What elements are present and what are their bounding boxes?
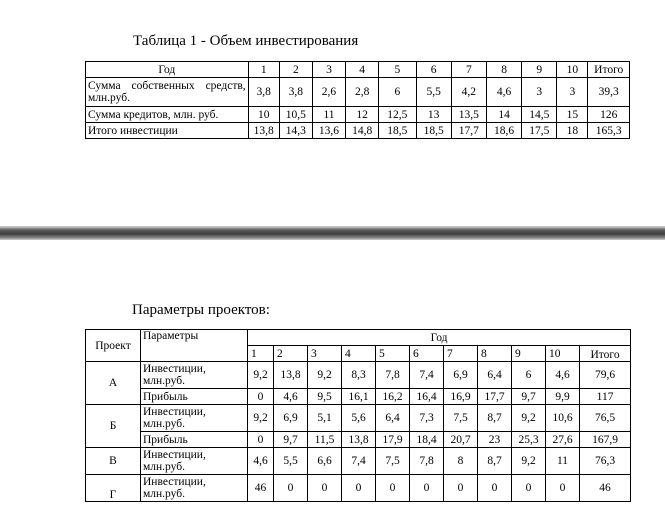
row-label: Сумма кредитов, млн. руб. — [86, 107, 249, 123]
table-cell: 18,6 — [486, 123, 521, 139]
table-cell: 0 — [546, 475, 580, 502]
year-cell: 1 — [248, 346, 274, 362]
table-cell: 6 — [379, 78, 416, 107]
header-cell: 1 — [248, 62, 279, 78]
table-cell: 10 — [248, 107, 279, 123]
header-cell: 9 — [522, 62, 557, 78]
table-cell: 17,5 — [522, 123, 557, 139]
table-cell: 46 — [248, 475, 274, 502]
table-cell: 10,6 — [546, 405, 580, 432]
table-cell: 8 — [444, 448, 478, 475]
header-year: Год — [248, 330, 631, 346]
header-project: Проект — [86, 330, 141, 362]
table-row — [86, 432, 631, 448]
table-cell: 6,6 — [308, 448, 342, 475]
year-cell: 6 — [410, 346, 444, 362]
header-cell: 8 — [486, 62, 521, 78]
table-cell: 3 — [557, 78, 588, 107]
table-cell: 5,5 — [274, 448, 308, 475]
table-cell: 2,8 — [346, 78, 379, 107]
table-cell: 7,4 — [342, 448, 376, 475]
header-cell: 10 — [557, 62, 588, 78]
table-cell: 4,2 — [451, 78, 486, 107]
table-cell: 4,6 — [248, 448, 274, 475]
table-cell: 9,2 — [248, 362, 274, 389]
table-cell: 6,4 — [376, 405, 410, 432]
table-cell: 117 — [580, 389, 631, 405]
param-label: Инвестиции, млн.руб. — [141, 405, 248, 432]
table-cell: 39,3 — [588, 78, 630, 107]
table-row — [86, 78, 630, 107]
project-name: А — [86, 362, 141, 405]
table-cell: 126 — [588, 107, 630, 123]
table-cell: 0 — [444, 475, 478, 502]
table-cell: 8,3 — [342, 362, 376, 389]
table-cell: 13,6 — [312, 123, 345, 139]
param-label: Прибыль — [141, 432, 248, 448]
table-cell: 2,6 — [312, 78, 345, 107]
table-cell: 11 — [312, 107, 345, 123]
table-cell: 15 — [557, 107, 588, 123]
table-cell: 46 — [580, 475, 631, 502]
header-cell: 2 — [279, 62, 312, 78]
table-cell: 3,8 — [248, 78, 279, 107]
header-cell: 4 — [346, 62, 379, 78]
table-cell: 12 — [346, 107, 379, 123]
table-row — [86, 107, 630, 123]
table-cell: 23 — [478, 432, 512, 448]
table-row — [86, 448, 631, 475]
table-cell: 13 — [416, 107, 451, 123]
table-cell: 16,2 — [376, 389, 410, 405]
table-cell: 8,7 — [478, 448, 512, 475]
table-cell: 6 — [512, 362, 546, 389]
param-label: Инвестиции, млн.руб. — [141, 475, 248, 502]
table-cell: 0 — [248, 389, 274, 405]
table-cell: 14,5 — [522, 107, 557, 123]
table-cell: 9,2 — [248, 405, 274, 432]
table-cell: 0 — [248, 432, 274, 448]
table-cell: 11 — [546, 448, 580, 475]
table-cell: 8,7 — [478, 405, 512, 432]
table-cell: 27,6 — [546, 432, 580, 448]
table-cell: 167,9 — [580, 432, 631, 448]
table-cell: 4,6 — [486, 78, 521, 107]
table-cell: 0 — [512, 475, 546, 502]
param-label: Прибыль — [141, 389, 248, 405]
table-cell: 0 — [410, 475, 444, 502]
table-cell: 13,5 — [451, 107, 486, 123]
header-cell: 3 — [312, 62, 345, 78]
header-cell: Год — [86, 62, 249, 78]
table-cell: 20,7 — [444, 432, 478, 448]
table-cell: 7,4 — [410, 362, 444, 389]
row-label: Итого инвестиции — [86, 123, 249, 139]
table-cell: 9,5 — [308, 389, 342, 405]
table-cell: 17,9 — [376, 432, 410, 448]
table-cell: 18 — [557, 123, 588, 139]
table-cell: 7,5 — [376, 448, 410, 475]
table-cell: 14 — [486, 107, 521, 123]
table-cell: 3,8 — [279, 78, 312, 107]
investment-volume-table — [85, 61, 630, 139]
table-cell: 165,3 — [588, 123, 630, 139]
year-cell: 3 — [308, 346, 342, 362]
page-separator — [0, 226, 665, 240]
table-cell: 0 — [274, 475, 308, 502]
table2-caption: Параметры проектов: — [132, 302, 270, 318]
table-cell: 6,4 — [478, 362, 512, 389]
table-cell: 10,5 — [279, 107, 312, 123]
table-cell: 13,8 — [342, 432, 376, 448]
table-cell: 7,8 — [376, 362, 410, 389]
table-cell: 4,6 — [274, 389, 308, 405]
table-cell: 9,2 — [512, 448, 546, 475]
year-cell: 9 — [512, 346, 546, 362]
table-cell: 16,9 — [444, 389, 478, 405]
table-cell: 7,5 — [444, 405, 478, 432]
table-cell: 9,7 — [512, 389, 546, 405]
table-cell: 5,5 — [416, 78, 451, 107]
header-total: Итого — [580, 346, 631, 362]
header-cell: 5 — [379, 62, 416, 78]
table-cell: 12,5 — [379, 107, 416, 123]
table-cell: 0 — [478, 475, 512, 502]
year-cell: 7 — [444, 346, 478, 362]
table-cell: 16,1 — [342, 389, 376, 405]
table-cell: 4,6 — [546, 362, 580, 389]
table-cell: 14,8 — [346, 123, 379, 139]
table-cell: 76,5 — [580, 405, 631, 432]
table-cell: 3 — [522, 78, 557, 107]
table-cell: 6,9 — [444, 362, 478, 389]
param-label: Инвестиции, млн.руб. — [141, 448, 248, 475]
year-cell: 10 — [546, 346, 580, 362]
table-cell: 18,4 — [410, 432, 444, 448]
year-cell: 2 — [274, 346, 308, 362]
table-cell: 11,5 — [308, 432, 342, 448]
header-cell: Итого — [588, 62, 630, 78]
table-cell: 25,3 — [512, 432, 546, 448]
table1-caption: Таблица 1 - Объем инвестирования — [133, 33, 359, 49]
project-name: Г — [86, 475, 141, 502]
table-cell: 13,8 — [274, 362, 308, 389]
table-cell: 0 — [342, 475, 376, 502]
table-row — [86, 362, 631, 389]
table-cell: 16,4 — [410, 389, 444, 405]
table-cell: 14,3 — [279, 123, 312, 139]
table-cell: 5,6 — [342, 405, 376, 432]
table-cell: 7,3 — [410, 405, 444, 432]
table-row — [86, 389, 631, 405]
table-cell: 5,1 — [308, 405, 342, 432]
table-cell: 17,7 — [478, 389, 512, 405]
table-cell: 0 — [376, 475, 410, 502]
table-cell: 79,6 — [580, 362, 631, 389]
header-cell: 7 — [451, 62, 486, 78]
table-cell: 9,7 — [274, 432, 308, 448]
table-cell: 9,2 — [512, 405, 546, 432]
year-cell: 5 — [376, 346, 410, 362]
table-row — [86, 475, 631, 502]
table-cell: 18,5 — [416, 123, 451, 139]
param-label: Инвестиции, млн.руб. — [141, 362, 248, 389]
table-row — [86, 123, 630, 139]
row-label: Сумма собственных средств, млн.руб. — [86, 78, 249, 107]
header-cell: 6 — [416, 62, 451, 78]
table-cell: 6,9 — [274, 405, 308, 432]
project-name: В — [86, 448, 141, 475]
table-row — [86, 405, 631, 432]
table-cell: 18,5 — [379, 123, 416, 139]
header-parameters: Параметры — [141, 330, 248, 362]
table2-header-row — [86, 330, 631, 346]
table-cell: 17,7 — [451, 123, 486, 139]
year-cell: 4 — [342, 346, 376, 362]
table1-header-row — [86, 62, 630, 78]
table-cell: 13,8 — [248, 123, 279, 139]
table-cell: 9,9 — [546, 389, 580, 405]
table-cell: 9,2 — [308, 362, 342, 389]
table-cell: 0 — [308, 475, 342, 502]
table-cell: 76,3 — [580, 448, 631, 475]
project-parameters-table — [85, 329, 631, 502]
table-cell: 7,8 — [410, 448, 444, 475]
year-cell: 8 — [478, 346, 512, 362]
project-name: Б — [86, 405, 141, 448]
